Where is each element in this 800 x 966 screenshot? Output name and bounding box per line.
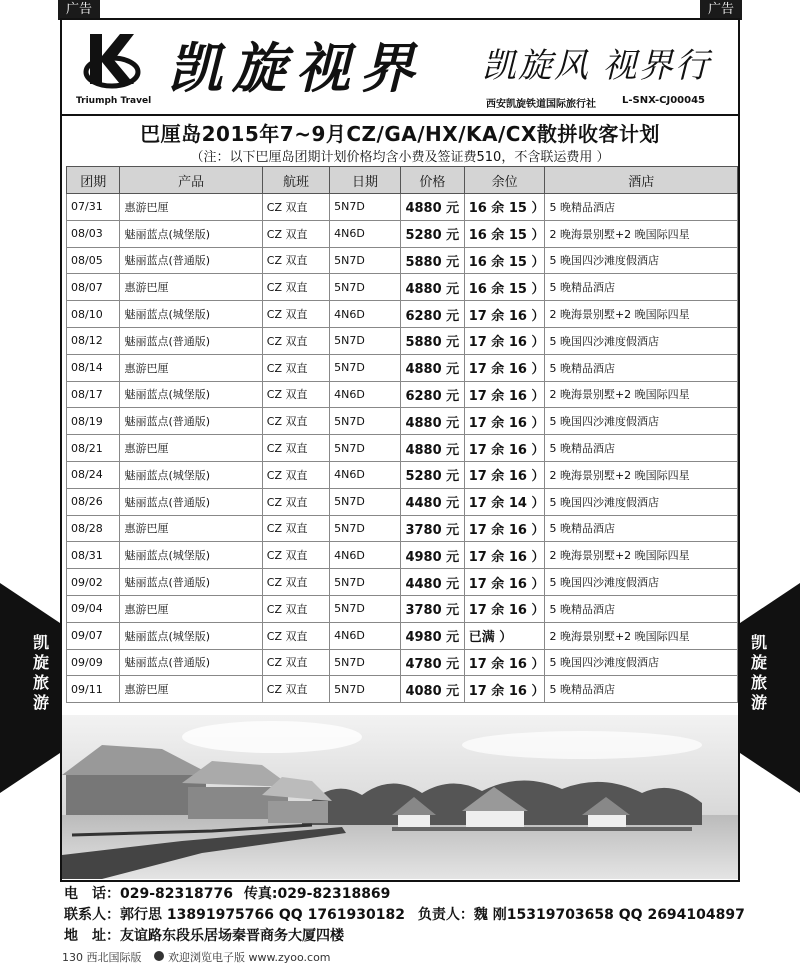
cell-flight: CZ 双直 xyxy=(262,381,329,408)
cell-duration: 5N7D xyxy=(330,408,401,435)
cell-duration: 4N6D xyxy=(330,461,401,488)
table-row xyxy=(67,327,738,354)
cell-seats: 17 余 16 ） xyxy=(464,354,545,381)
cell-seats: 17 余 16 ） xyxy=(464,461,545,488)
cell-price: 4980 元 xyxy=(400,542,464,569)
brand-title: 凯旋视界 xyxy=(168,36,424,100)
cell-product: 惠游巴厘 xyxy=(120,595,262,622)
cell-seats: 17 余 14 ） xyxy=(464,488,545,515)
table-row xyxy=(67,595,738,622)
cell-date: 08/07 xyxy=(67,274,120,301)
cell-price: 5280 元 xyxy=(400,220,464,247)
cell-flight: CZ 双直 xyxy=(262,622,329,649)
cell-hotel: 2 晚海景别墅+2 晚国际四星 xyxy=(545,301,738,328)
cell-date: 08/24 xyxy=(67,461,120,488)
cell-product: 惠游巴厘 xyxy=(120,515,262,542)
table-row xyxy=(67,381,738,408)
header-price: 价格 xyxy=(400,167,464,194)
cell-date: 08/10 xyxy=(67,301,120,328)
cell-product: 惠游巴厘 xyxy=(120,354,262,381)
cell-date: 09/11 xyxy=(67,676,120,703)
cell-flight: CZ 双直 xyxy=(262,435,329,462)
cell-flight: CZ 双直 xyxy=(262,649,329,676)
cell-product: 魅丽蓝点(城堡版) xyxy=(120,301,262,328)
page-number: 130 西北国际版 xyxy=(62,951,142,964)
cell-seats: 16 余 15 ） xyxy=(464,220,545,247)
table-row xyxy=(67,274,738,301)
cell-hotel: 5 晚精品酒店 xyxy=(545,274,738,301)
cell-date: 08/28 xyxy=(67,515,120,542)
ad-label-right: 广告 xyxy=(700,0,742,20)
table-header-row xyxy=(67,167,738,194)
cell-hotel: 2 晚海景别墅+2 晚国际四星 xyxy=(545,461,738,488)
cell-flight: CZ 双直 xyxy=(262,595,329,622)
cell-product: 魅丽蓝点(城堡版) xyxy=(120,622,262,649)
header-product: 产品 xyxy=(120,167,262,194)
ad-frame xyxy=(60,18,740,882)
cell-product: 魅丽蓝点(普通版) xyxy=(120,569,262,596)
cell-product: 魅丽蓝点(普通版) xyxy=(120,408,262,435)
cell-price: 4780 元 xyxy=(400,649,464,676)
cell-date: 09/02 xyxy=(67,569,120,596)
cell-date: 09/04 xyxy=(67,595,120,622)
cell-date: 08/05 xyxy=(67,247,120,274)
table-row xyxy=(67,354,738,381)
header xyxy=(62,20,738,116)
cell-duration: 5N7D xyxy=(330,435,401,462)
cell-hotel: 2 晚海景别墅+2 晚国际四星 xyxy=(545,542,738,569)
cell-duration: 5N7D xyxy=(330,194,401,221)
phone-label: 电 话： xyxy=(64,886,120,902)
cell-date: 08/31 xyxy=(67,542,120,569)
cell-product: 魅丽蓝点(城堡版) xyxy=(120,542,262,569)
cell-hotel: 2 晚海景别墅+2 晚国际四星 xyxy=(545,381,738,408)
cell-seats: 16 余 15 ） xyxy=(464,274,545,301)
cell-price: 4880 元 xyxy=(400,194,464,221)
cell-date: 08/12 xyxy=(67,327,120,354)
side-tab-left xyxy=(0,583,60,793)
cell-price: 5880 元 xyxy=(400,247,464,274)
slogan: 凯旋风 视界行 xyxy=(482,46,711,86)
cell-product: 惠游巴厘 xyxy=(120,435,262,462)
table-row xyxy=(67,247,738,274)
table-row xyxy=(67,515,738,542)
cell-product: 魅丽蓝点(普通版) xyxy=(120,649,262,676)
cell-seats: 17 余 16 ） xyxy=(464,515,545,542)
cell-flight: CZ 双直 xyxy=(262,542,329,569)
cell-duration: 5N7D xyxy=(330,274,401,301)
triumph-logo-icon xyxy=(80,30,144,94)
table-row xyxy=(67,408,738,435)
header-date: 团期 xyxy=(67,167,120,194)
cell-duration: 5N7D xyxy=(330,327,401,354)
cell-duration: 5N7D xyxy=(330,569,401,596)
cell-flight: CZ 双直 xyxy=(262,247,329,274)
resort-illustration xyxy=(62,715,738,879)
cell-seats: 17 余 16 ） xyxy=(464,381,545,408)
cell-seats: 已满 ） xyxy=(464,622,545,649)
side-tab-right xyxy=(740,583,800,793)
contact-label: 联系人： xyxy=(64,907,120,923)
cell-seats: 17 余 16 ） xyxy=(464,327,545,354)
cell-price: 3780 元 xyxy=(400,595,464,622)
cell-flight: CZ 双直 xyxy=(262,301,329,328)
cell-seats: 17 余 16 ） xyxy=(464,435,545,462)
website-text: 欢迎浏览电子版 www.zyoo.com xyxy=(168,951,331,964)
page-title: 巴厘岛2015年7~9月CZ/GA/HX/KA/CX散拼收客计划 xyxy=(140,122,660,146)
side-label-left: 凯旋旅游 xyxy=(32,633,49,712)
cell-seats: 17 余 16 ） xyxy=(464,676,545,703)
publication-icon xyxy=(154,951,164,961)
cell-price: 5280 元 xyxy=(400,461,464,488)
cell-product: 惠游巴厘 xyxy=(120,274,262,301)
cell-hotel: 5 晚精品酒店 xyxy=(545,595,738,622)
cell-price: 4480 元 xyxy=(400,488,464,515)
cell-flight: CZ 双直 xyxy=(262,354,329,381)
cell-flight: CZ 双直 xyxy=(262,408,329,435)
logo-text: Triumph Travel xyxy=(76,96,152,106)
table-row xyxy=(67,676,738,703)
ad-label-left: 广告 xyxy=(58,0,100,20)
cell-flight: CZ 双直 xyxy=(262,220,329,247)
page-subtitle: （注：以下巴厘岛团期计划价格均含小费及签证费510，不含联运费用 ） xyxy=(190,150,610,165)
cell-hotel: 5 晚精品酒店 xyxy=(545,676,738,703)
cell-hotel: 5 晚精品酒店 xyxy=(545,354,738,381)
cell-duration: 5N7D xyxy=(330,515,401,542)
cell-hotel: 5 晚国四沙滩度假酒店 xyxy=(545,569,738,596)
side-label-right: 凯旋旅游 xyxy=(750,633,767,712)
cell-seats: 17 余 16 ） xyxy=(464,542,545,569)
cell-hotel: 5 晚国四沙滩度假酒店 xyxy=(545,247,738,274)
cell-duration: 5N7D xyxy=(330,354,401,381)
cell-price: 6280 元 xyxy=(400,381,464,408)
header-hotel: 酒店 xyxy=(545,167,738,194)
cell-date: 07/31 xyxy=(67,194,120,221)
address: 友谊路东段乐居场秦晋商务大厦四楼 xyxy=(120,928,344,944)
table-row xyxy=(67,435,738,462)
cell-flight: CZ 双直 xyxy=(262,461,329,488)
cell-product: 魅丽蓝点(城堡版) xyxy=(120,220,262,247)
table-row xyxy=(67,542,738,569)
cell-date: 08/21 xyxy=(67,435,120,462)
cell-hotel: 2 晚海景别墅+2 晚国际四星 xyxy=(545,220,738,247)
cell-price: 6280 元 xyxy=(400,301,464,328)
cell-flight: CZ 双直 xyxy=(262,194,329,221)
cell-flight: CZ 双直 xyxy=(262,569,329,596)
table-row xyxy=(67,194,738,221)
cell-price: 4880 元 xyxy=(400,435,464,462)
cell-hotel: 5 晚国四沙滩度假酒店 xyxy=(545,649,738,676)
fax-label: 传真: xyxy=(243,886,278,902)
cell-seats: 17 余 16 ） xyxy=(464,595,545,622)
cell-date: 09/09 xyxy=(67,649,120,676)
cell-product: 魅丽蓝点(普通版) xyxy=(120,327,262,354)
cell-price: 4880 元 xyxy=(400,408,464,435)
cell-date: 09/07 xyxy=(67,622,120,649)
cell-duration: 4N6D xyxy=(330,301,401,328)
header-seats: 余位 xyxy=(464,167,545,194)
cell-flight: CZ 双直 xyxy=(262,327,329,354)
cell-flight: CZ 双直 xyxy=(262,274,329,301)
cell-seats: 16 余 15 ） xyxy=(464,194,545,221)
cell-product: 惠游巴厘 xyxy=(120,194,262,221)
agency-name: 西安凯旋铁道国际旅行社 xyxy=(486,99,596,110)
cell-duration: 4N6D xyxy=(330,381,401,408)
cell-price: 4980 元 xyxy=(400,622,464,649)
manager-person: 魏 刚15319703658 QQ 2694104897 xyxy=(473,907,745,923)
cell-date: 08/19 xyxy=(67,408,120,435)
cell-seats: 17 余 16 ） xyxy=(464,408,545,435)
contact-block xyxy=(64,884,745,947)
cell-date: 08/26 xyxy=(67,488,120,515)
cell-date: 08/17 xyxy=(67,381,120,408)
cell-product: 魅丽蓝点(城堡版) xyxy=(120,461,262,488)
cell-price: 4880 元 xyxy=(400,274,464,301)
cell-product: 魅丽蓝点(普通版) xyxy=(120,247,262,274)
cell-seats: 17 余 16 ） xyxy=(464,569,545,596)
cell-seats: 16 余 15 ） xyxy=(464,247,545,274)
cell-duration: 5N7D xyxy=(330,595,401,622)
header-duration: 日期 xyxy=(330,167,401,194)
cell-date: 08/03 xyxy=(67,220,120,247)
cell-product: 惠游巴厘 xyxy=(120,676,262,703)
cell-hotel: 5 晚国四沙滩度假酒店 xyxy=(545,327,738,354)
cell-seats: 17 余 16 ） xyxy=(464,301,545,328)
cell-duration: 5N7D xyxy=(330,676,401,703)
cell-price: 4080 元 xyxy=(400,676,464,703)
cell-duration: 4N6D xyxy=(330,622,401,649)
cell-product: 魅丽蓝点(城堡版) xyxy=(120,381,262,408)
cell-duration: 4N6D xyxy=(330,542,401,569)
cell-price: 4880 元 xyxy=(400,354,464,381)
cell-flight: CZ 双直 xyxy=(262,676,329,703)
header-flight: 航班 xyxy=(262,167,329,194)
contact-person: 郭行思 13891975766 QQ 1761930182 xyxy=(120,907,405,923)
cell-duration: 5N7D xyxy=(330,247,401,274)
table-row xyxy=(67,461,738,488)
cell-hotel: 5 晚精品酒店 xyxy=(545,194,738,221)
fax-number: 029-82318869 xyxy=(277,886,391,902)
page-footer xyxy=(0,946,800,966)
cell-price: 5880 元 xyxy=(400,327,464,354)
schedule-table xyxy=(66,166,738,703)
cell-hotel: 5 晚国四沙滩度假酒店 xyxy=(545,408,738,435)
manager-label: 负责人： xyxy=(417,907,474,923)
cell-duration: 5N7D xyxy=(330,649,401,676)
cell-price: 3780 元 xyxy=(400,515,464,542)
table-row xyxy=(67,622,738,649)
cell-duration: 4N6D xyxy=(330,220,401,247)
phone-number: 029-82318776 xyxy=(120,886,233,902)
table-row xyxy=(67,488,738,515)
license-number: L-SNX-CJ00045 xyxy=(622,95,705,106)
cell-hotel: 2 晚海景别墅+2 晚国际四星 xyxy=(545,622,738,649)
cell-price: 4480 元 xyxy=(400,569,464,596)
cell-flight: CZ 双直 xyxy=(262,515,329,542)
table-row xyxy=(67,649,738,676)
table-row xyxy=(67,301,738,328)
cell-product: 魅丽蓝点(普通版) xyxy=(120,488,262,515)
address-label: 地 址： xyxy=(64,928,120,944)
table-row xyxy=(67,220,738,247)
cell-date: 08/14 xyxy=(67,354,120,381)
cell-hotel: 5 晚精品酒店 xyxy=(545,515,738,542)
cell-duration: 5N7D xyxy=(330,488,401,515)
cell-hotel: 5 晚精品酒店 xyxy=(545,435,738,462)
cell-seats: 17 余 16 ） xyxy=(464,649,545,676)
cell-flight: CZ 双直 xyxy=(262,488,329,515)
table-row xyxy=(67,569,738,596)
cell-hotel: 5 晚国四沙滩度假酒店 xyxy=(545,488,738,515)
resort-photo xyxy=(62,715,738,879)
